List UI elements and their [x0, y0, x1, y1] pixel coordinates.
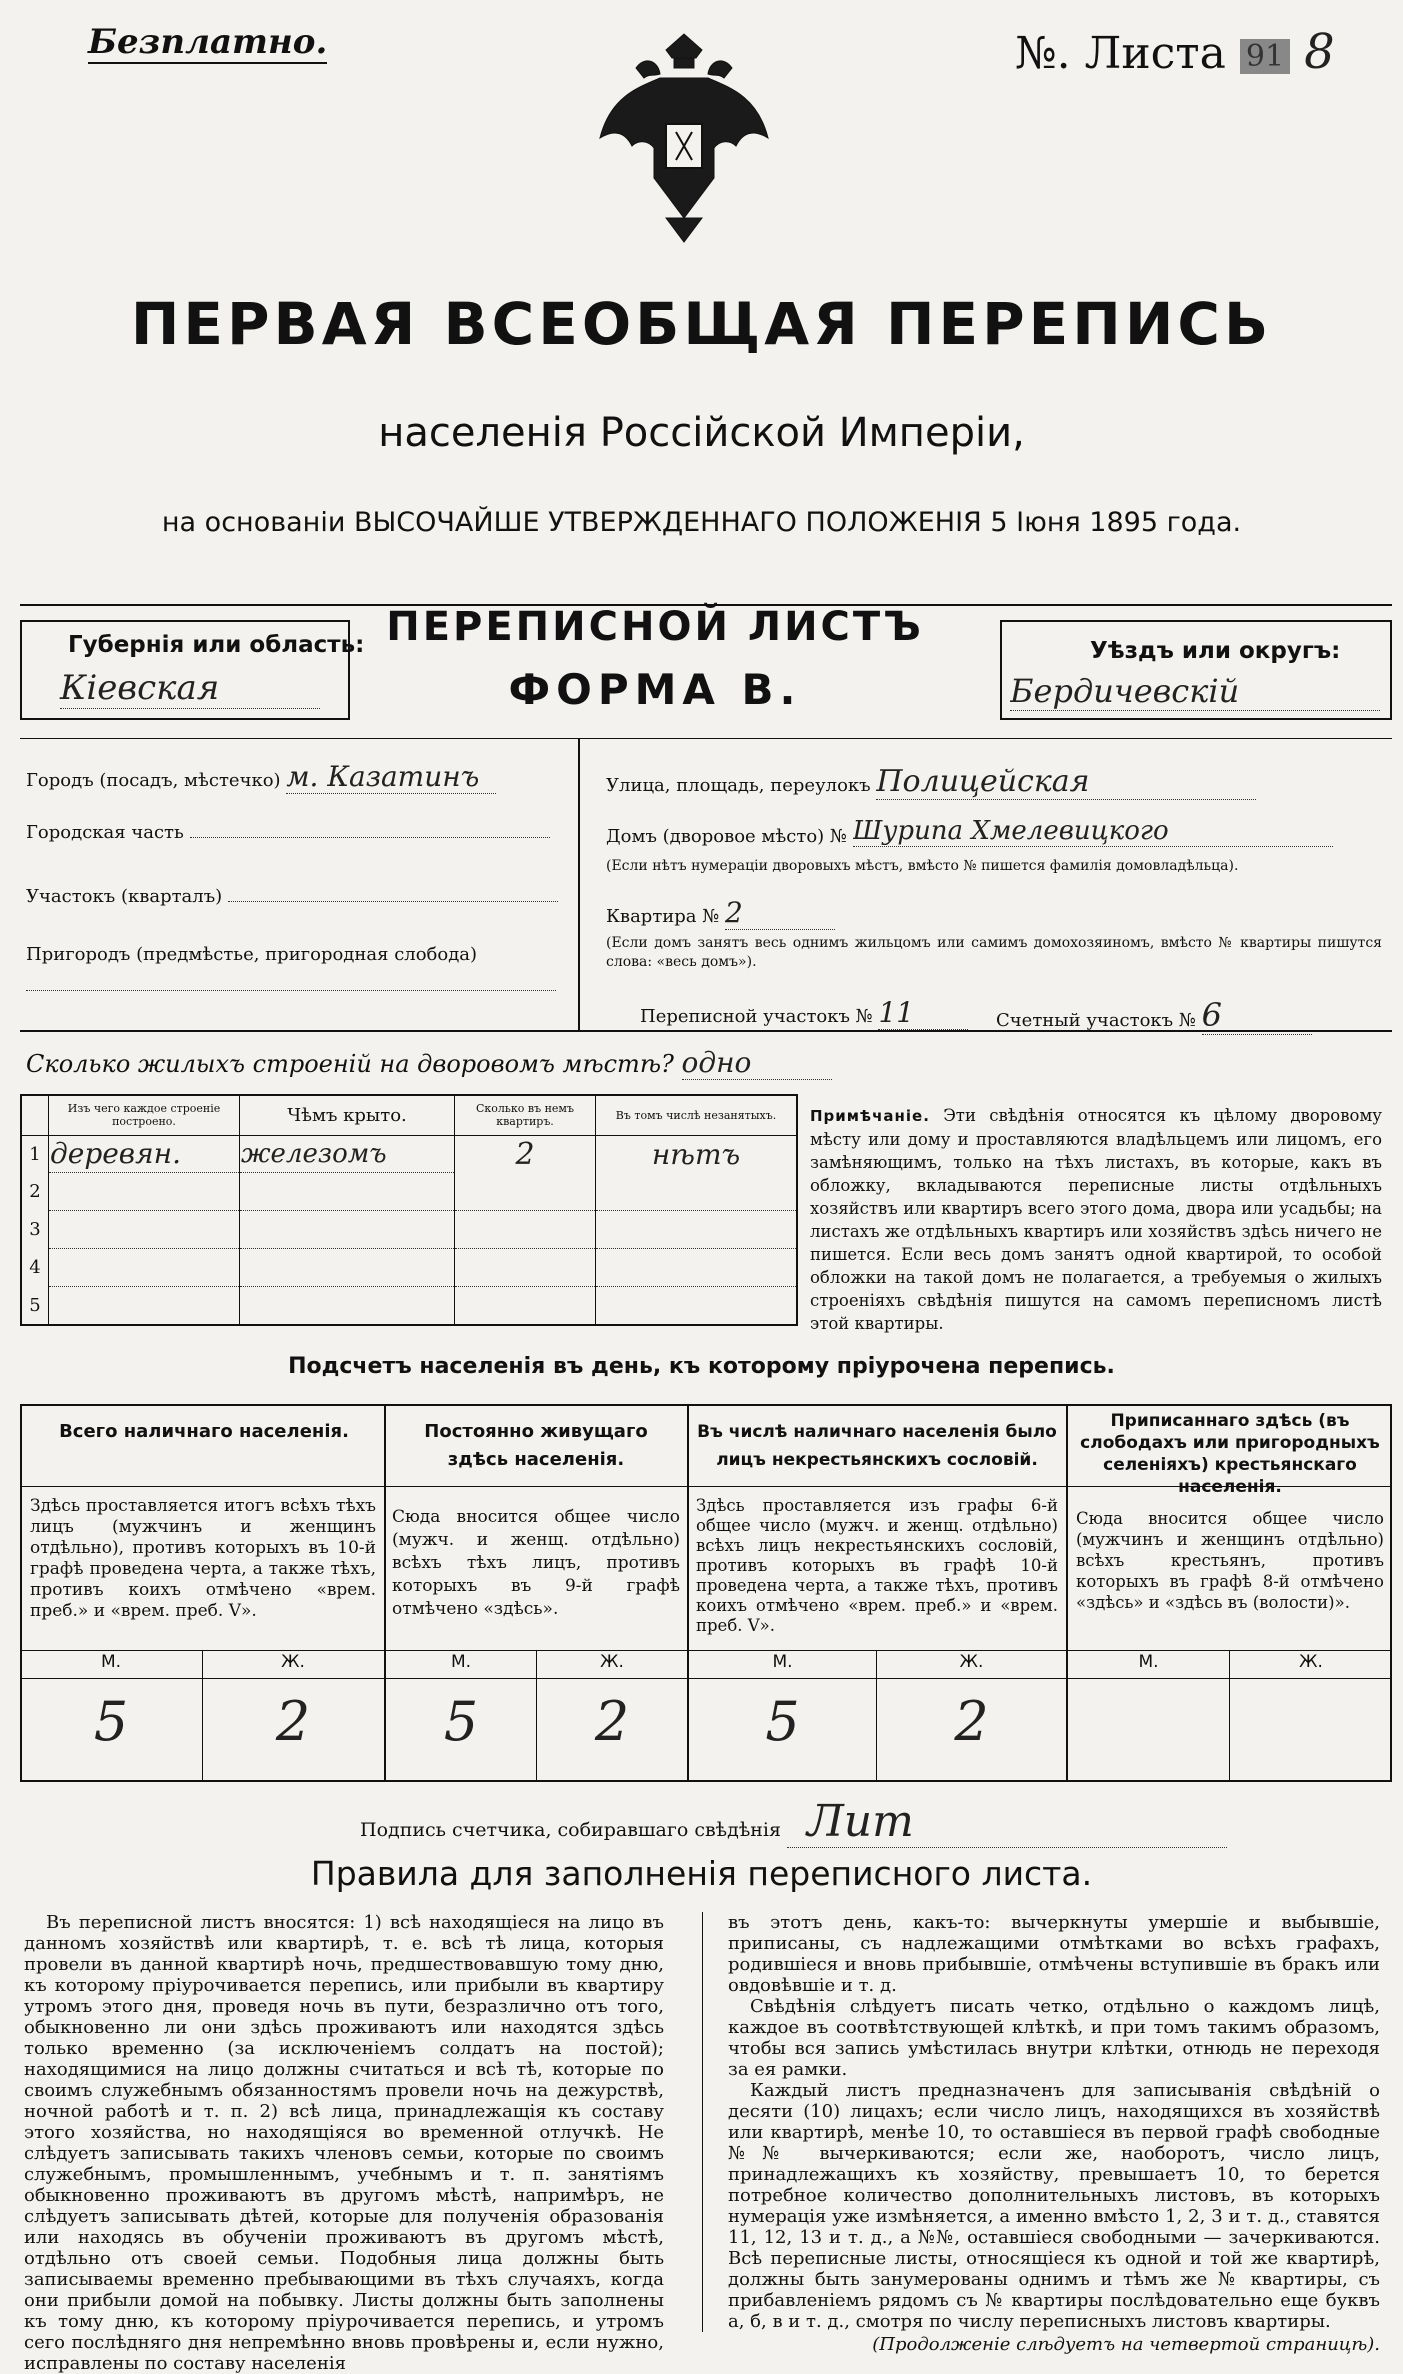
rules-right-paragraph-2: Свѣдѣнія слѣдуетъ писать четко, отдѣльно о каждомъ лицѣ, каждое въ соотвѣтствующей клѣткѣ, и при томъ такимъ образомъ, чтобы вся запись умѣстилась внутри клѣтки, отнюдь не переходя за ея рамки.: [728, 1996, 1380, 2080]
row-roof[interactable]: железомъ: [240, 1135, 455, 1173]
row-vacant[interactable]: [596, 1173, 798, 1211]
table-row: [21, 1135, 797, 1173]
signature-label: Подпись счетчика, собиравшаго свѣдѣнія: [360, 1819, 781, 1841]
main-title: ПЕРВАЯ ВСЕОБЩАЯ ПЕРЕПИСЬ: [130, 290, 1273, 358]
street-field: [606, 764, 1256, 800]
row-number: 5: [21, 1287, 49, 1325]
gubernia-value[interactable]: Кіевская: [60, 668, 320, 709]
street-label: Улица, площадь, переулокъ: [606, 775, 871, 796]
pop-col1-m-label: М.: [100, 1652, 122, 1672]
row-material[interactable]: деревян.: [49, 1135, 240, 1173]
house-label: Домъ (дворовое мѣсто) №: [606, 826, 847, 847]
table-row: [21, 1173, 797, 1211]
city-value[interactable]: м. Казатинъ: [286, 760, 496, 794]
rules-continued: (Продолженіе слѣдуетъ на четвертой страницѣ).: [872, 2334, 1380, 2355]
row-vacant[interactable]: нѣтъ: [651, 1137, 741, 1171]
sheet-number-crossed: 91: [1240, 39, 1290, 74]
uezd-value[interactable]: Бердичевскій: [1010, 672, 1380, 711]
uezd-label: Уѣздъ или округъ:: [1090, 638, 1341, 664]
row-material[interactable]: [49, 1173, 240, 1211]
rules-title: Правила для заполненія переписного листа.: [310, 1854, 1093, 1893]
row-apartments[interactable]: [455, 1173, 596, 1211]
imperial-eagle-emblem: [596, 28, 772, 250]
buildings-note-text: Эти свѣдѣнія относятся къ цѣлому дворовому мѣсту или дому и проставляются владѣльцемъ или лицомъ, его замѣняющимъ, только на тѣхъ листахъ, въ которые, какъ въ обложку, вкладываются переписные листы отдѣльныхъ хозяйствъ или квартиръ всего этого дома, двора или усадьбы; на листахъ же отдѣльныхъ квартиръ или хозяйствъ здѣсь ничего не пишется. Если весь домъ занятъ одной квартирой, то особой обложки на такой домъ не полагается, а требуемыя о жилыхъ строеніяхъ свѣдѣнія пишутся на самомъ переписномъ листѣ этой квартиры.: [810, 1106, 1382, 1333]
signature-value[interactable]: Лит: [787, 1796, 1227, 1848]
rules-right-paragraph-3: Каждый листъ предназначенъ для записыванія свѣдѣній о десяти (10) лицахъ; если число лицъ, находящихся въ хозяйствѣ или квартирѣ, менѣе 10, то оставшіеся въ первой графѣ свободные №№ вычеркиваются; если же, наоборотъ, число лицъ, принадлежащихъ къ хозяйству, превышаетъ 10, то берется потребное количество дополнительныхъ листовъ, въ которыхъ нумерація уже измѣняется, а именно вмѣсто 1, 2, 3 и т. д., ставятся 11, 12, 13 и т. д., а №№, оставшіеся свободными — зачеркиваются. Всѣ переписные листы, относящіеся къ одной и той же квартирѣ, должны быть занумерованы однимъ и тѣмъ же № квартиры, съ прибавленіемъ рядомъ съ № квартиры послѣдовательно еще буквъ а, б, в и т. д., смотря по числу переписныхъ листовъ квартиры.: [728, 2080, 1380, 2332]
row-number: 3: [21, 1211, 49, 1249]
basis-line: на основаніи ВЫСОЧАЙШЕ УТВЕРЖДЕННАГО ПОЛОЖЕНІЯ 5 Іюня 1895 года.: [161, 507, 1242, 538]
form-code: ФОРМА В.: [508, 665, 802, 714]
district-field: [26, 822, 550, 843]
pop-col1-m-value[interactable]: 5: [93, 1690, 129, 1753]
apartment-value[interactable]: 2: [725, 896, 835, 930]
city-label: Городъ (посадъ, мѣстечко): [26, 770, 281, 791]
buildings-table-header: [21, 1095, 797, 1135]
count-area-field: [996, 996, 1312, 1035]
buildings-header-material: Изъ чего каждое строеніе построено.: [49, 1095, 240, 1135]
pop-col2-desc: Сюда вносится общее число (мужч. и женщ. отдѣльно) всѣхъ тѣхъ лицъ, противъ которыхъ въ 9-й графѣ отмѣчено «здѣсь».: [392, 1507, 680, 1619]
row-vacant[interactable]: [596, 1211, 798, 1249]
row-vacant[interactable]: [596, 1287, 798, 1325]
buildings-header-roof: Чѣмъ крыто.: [240, 1095, 455, 1135]
row-roof[interactable]: [240, 1287, 455, 1325]
census-area-label: Переписной участокъ №: [640, 1006, 873, 1027]
buildings-header-apartments: Сколько въ немъ квартиръ.: [455, 1095, 596, 1135]
pop-col3-m-label: М.: [772, 1652, 793, 1672]
pop-col2-f-label: Ж.: [600, 1652, 624, 1672]
suburb-value[interactable]: [26, 990, 556, 991]
free-label: Безплатно.: [88, 22, 328, 62]
row-apartments[interactable]: [455, 1211, 596, 1249]
row-number: 1: [21, 1135, 49, 1173]
pop-col4-m-label: М.: [1138, 1652, 1159, 1672]
pop-col4-head: Приписаннаго здѣсь (въ слободахъ или пригородныхъ селеніяхъ) крестьянскаго населенія.: [1080, 1411, 1380, 1497]
census-area-value[interactable]: 11: [878, 996, 968, 1030]
sheet-number-label: №. Листа: [1015, 28, 1226, 79]
table-row: [21, 1249, 797, 1287]
rules-right-column: [728, 1912, 1380, 2355]
pop-col2-f-value[interactable]: 2: [594, 1690, 630, 1753]
row-material[interactable]: [49, 1287, 240, 1325]
row-roof[interactable]: [240, 1173, 455, 1211]
row-apartments[interactable]: [455, 1249, 596, 1287]
pop-col4-desc: Сюда вносится общее число (мужчинъ и женщинъ отдѣльно) всѣхъ крестьянъ, противъ которыхъ въ графѣ 8-й отмѣчено «здѣсь» и «здѣсь въ (волости)».: [1076, 1509, 1384, 1612]
pop-col4-f-label: Ж.: [1299, 1652, 1323, 1672]
apartment-label: Квартира №: [606, 906, 720, 927]
row-roof[interactable]: [240, 1211, 455, 1249]
house-field: [606, 816, 1333, 847]
row-number: 4: [21, 1249, 49, 1287]
suburb-field: [26, 944, 477, 965]
subtitle: населенія Россійской Имперіи,: [378, 410, 1025, 456]
buildings-question: [26, 1046, 832, 1080]
row-material[interactable]: [49, 1249, 240, 1287]
row-vacant[interactable]: [596, 1249, 798, 1287]
pop-col2-m-label: М.: [450, 1652, 472, 1672]
buildings-table: [20, 1094, 798, 1326]
apartment-field: [606, 896, 835, 930]
house-value[interactable]: Шурипа Хмелевицкого: [853, 816, 1333, 847]
sheet-number-value: 8: [1304, 24, 1335, 80]
row-number: 2: [21, 1173, 49, 1211]
row-material[interactable]: [49, 1211, 240, 1249]
house-note: (Если нѣтъ нумераціи дворовыхъ мѣстъ, вмѣсто № пишется фамилія домовладѣльца).: [606, 858, 1239, 874]
count-area-value[interactable]: 6: [1202, 996, 1312, 1035]
gubernia-label: Губернія или область:: [68, 632, 365, 658]
table-row: [21, 1211, 797, 1249]
population-title: Подсчетъ населенія въ день, къ которому пріурочена перепись.: [288, 1354, 1115, 1379]
table-row: [21, 1287, 797, 1325]
pop-col3-m-value[interactable]: 5: [765, 1690, 800, 1753]
apartment-note: (Если домъ занятъ весь однимъ жильцомъ или самимъ домохозяиномъ, вмѣсто № квартиры пишутся слова: «весь домъ»).: [606, 935, 1382, 970]
form-name: ПЕРЕПИСНОЙ ЛИСТЪ: [386, 604, 924, 650]
sheet-number: [1015, 24, 1335, 80]
quarter-label: Участокъ (кварталъ): [26, 886, 223, 907]
pop-col3-desc: Здѣсь проставляется изъ графы 6-й общее число (мужч. и женщ. отдѣльно) всѣхъ лицъ некрестьянскихъ сословій, противъ которыхъ въ графѣ 10-й проведена черта, а также тѣхъ, противъ коихъ отмѣчено «врем. преб.» и «врем. преб. V».: [696, 1496, 1058, 1635]
pop-col3-f-value[interactable]: 2: [954, 1690, 989, 1753]
suburb-label: Пригородъ (предмѣстье, пригородная слобода): [26, 944, 478, 965]
pop-col1-desc: Здѣсь проставляется итогъ всѣхъ тѣхъ лицъ (мужчинъ и женщинъ отдѣльно), противъ которыхъ въ 10-й графѣ проведена черта, а также тѣхъ, противъ коихъ отмѣчено «врем. преб.» и «врем. преб. V».: [30, 1496, 376, 1621]
signature-field: [360, 1796, 1227, 1848]
row-apartments[interactable]: 2: [455, 1135, 596, 1173]
rules-left-column: Въ переписной листъ вносятся: 1) всѣ находящіеся на лицо въ данномъ хозяйствѣ или квартирѣ, т. е. всѣ тѣ лица, которыя провели въ данной квартирѣ ночь, предшествовавшую тому дню, къ которому пріурочивается перепись, или прибыли въ квартиру утромъ этого дня, проведя ночь въ пути, безразлично отъ того, обыкновенно ли они здѣсь проживаютъ или находятся здѣсь только временно (за исключеніемъ солдатъ на постой); находящимися на лицо должны считаться и всѣ тѣ, которые по своимъ служебнымъ обязанностямъ провели ночь на дежурствѣ, ночной работѣ и т. п. 2) всѣ лица, принадлежащія къ составу этого хозяйства, но находящіяся во временной отлучкѣ. Не слѣдуетъ записывать такихъ членовъ семьи, которые по своимъ служебнымъ, промышленнымъ, учебнымъ и т. п. занятіямъ обыкновенно проживаютъ въ другомъ мѣстѣ, напримѣръ, не слѣдуетъ записывать дѣтей, которые для полученія образованія или находясь въ обученіи проживаютъ въ другомъ мѣстѣ, отдѣльно отъ своей семьи. Подобныя лица должны быть записываемы временно пребывающими въ тѣхъ случаяхъ, когда они прибыли домой на побывку. Листы должны быть заполнены къ тому дню, къ которому пріурочивается перепись, и утромъ сего послѣдняго дня непремѣнно вновь провѣрены и, если нужно, исправлены по составу населенія: [24, 1912, 664, 2374]
street-value[interactable]: Полицейская: [876, 764, 1256, 800]
row-apartments[interactable]: [455, 1287, 596, 1325]
pop-col3-head: Въ числѣ наличнаго населенія было лицъ некрестьянскихъ сословій.: [697, 1422, 1057, 1470]
buildings-note-title: Примѣчаніе.: [810, 1107, 930, 1125]
quarter-value[interactable]: [228, 901, 558, 902]
quarter-field: [26, 886, 558, 907]
buildings-question-label: Сколько жилыхъ строеній на дворовомъ мѣстѣ?: [26, 1050, 674, 1078]
pop-col2-m-value[interactable]: 5: [443, 1690, 479, 1753]
city-field: [26, 760, 496, 794]
buildings-header-vacant: Въ томъ числѣ незанятыхъ.: [596, 1095, 798, 1135]
pop-col2-head: Постоянно живущаго здѣсь населенія.: [424, 1421, 648, 1470]
rules-right-paragraph-1: въ этотъ день, какъ-то: вычеркнуты умершіе и выбывшіе, приписаны, съ надлежащими отмѣтками во всѣхъ графахъ, родившіеся и вновь прибывшіе, отмѣчены вступившіе въ бракъ или овдовѣвшіе и т. д.: [728, 1912, 1380, 1996]
pop-col1-head: Всего наличнаго населенія.: [59, 1421, 349, 1442]
pop-col1-f-label: Ж.: [281, 1652, 305, 1672]
row-roof[interactable]: [240, 1249, 455, 1287]
buildings-answer[interactable]: одно: [682, 1046, 832, 1080]
census-area-field: [640, 996, 968, 1030]
pop-col3-f-label: Ж.: [959, 1652, 984, 1672]
district-value[interactable]: [190, 837, 550, 838]
pop-col1-f-value[interactable]: 2: [275, 1690, 311, 1753]
buildings-note: [810, 1104, 1382, 1335]
count-area-label: Счетный участокъ №: [996, 1010, 1196, 1031]
district-label: Городская часть: [26, 822, 184, 843]
